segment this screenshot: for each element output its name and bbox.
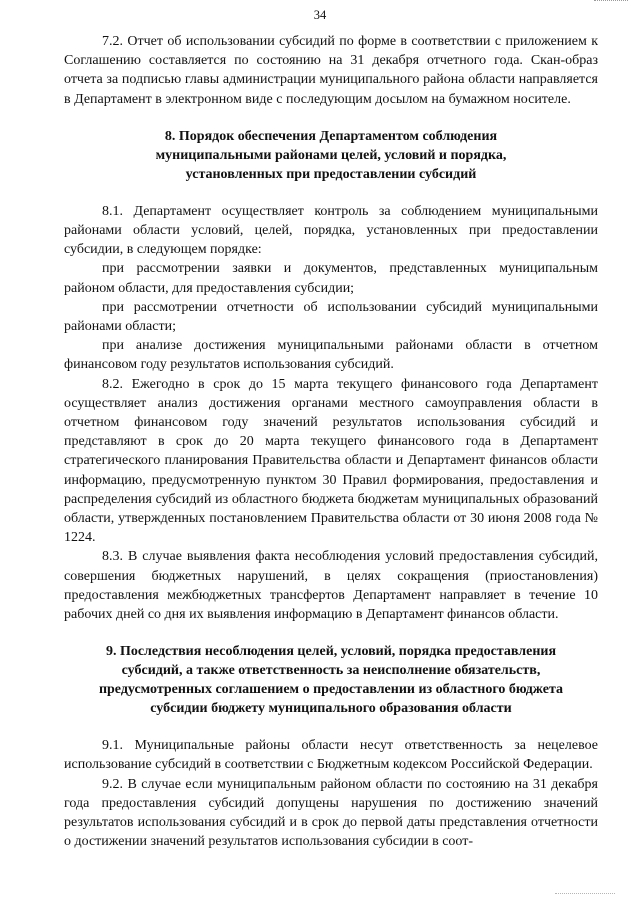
paragraph-9-1: 9.1. Муниципальные районы области несут ответственность за нецелевое использование субсидий в соответствии с Бюджетным кодексом Российской Федерации. (64, 738, 598, 773)
scan-artifact (594, 0, 628, 4)
paragraph-9-2: 9.2. В случае если муниципальным районом области по состоянию на 31 декабря года предоставления субсидий допущены нарушения по достижению значений результатов использования субсидий и в срок до первой даты представления отчетности о достижении значений результатов использования субсидии в соот- (64, 776, 598, 850)
heading-line: предусмотренных соглашением о предоставлении из областного бюджета (98, 682, 564, 698)
paragraph-8-1-item-2: при рассмотрении отчетности об использовании субсидий муниципальными районами области; (64, 299, 598, 335)
section-9-heading (64, 642, 598, 718)
scan-artifact (555, 893, 615, 898)
paragraph-8-1-item-1: при рассмотрении заявки и документов, представленных муниципальным районом области, для предоставления субсидии; (64, 261, 598, 296)
paragraph-8-1-item-3: при анализе достижения муниципальными районами области в отчетном финансовом году результатов использования субсидий. (64, 338, 598, 373)
document-body (64, 32, 598, 852)
heading-line: субсидий, а также ответственность за неисполнение обязательств, (121, 663, 541, 679)
heading-line: установленных при предоставлении субсидий (185, 166, 477, 182)
heading-line: муниципальными районами целей, условий и порядка, (155, 147, 507, 163)
paragraph-7-2: 7.2. Отчет об использовании субсидий по форме в соответствии с приложением к Соглашению составляется по состоянию на 31 декабря отчетного года. Скан-образ отчета за подписью главы администрации муниципального района области направляется в Департамент в электронном виде с последующим досылом на бумажном носителе. (64, 34, 598, 107)
heading-line: субсидии бюджету муниципального образования области (150, 701, 512, 717)
page-number: 34 (313, 8, 327, 22)
paragraph-8-3: 8.3. В случае выявления факта несоблюдения условий предоставления субсидий, совершения бюджетных нарушений, в целях сокращения (приостановления) предоставления межбюджетных трансфертов Департамент направляет в течение 10 рабочих дней со дня их выявления информацию в Департамент финансов области. (64, 549, 598, 623)
heading-line: 8. Порядок обеспечения Департаментом соблюдения (164, 128, 498, 144)
section-8-heading (64, 127, 598, 184)
paragraph-8-2: 8.2. Ежегодно в срок до 15 марта текущего финансового года Департамент осуществляет анализ достижения органами местного самоуправления области в отчетном финансовом году значений результатов использования субсидий и представляют в срок до 20 марта текущего финансового года в Департамент стратегического планирования Правительства области и Департамент финансов области информацию, предусмотренную пунктом 30 Правил формирования, предоставления и распределения субсидий из областного бюджета бюджетам муниципальных образований области, утвержденных постановлением Правительства области от 30 июня 2008 года № 1224. (64, 376, 598, 546)
heading-line: 9. Последствия несоблюдения целей, условий, порядка предоставления (105, 644, 557, 660)
paragraph-8-1: 8.1. Департамент осуществляет контроль за соблюдением муниципальными районами области условий, целей, порядка, установленных при предоставлении субсидии, в следующем порядке: (64, 203, 598, 258)
